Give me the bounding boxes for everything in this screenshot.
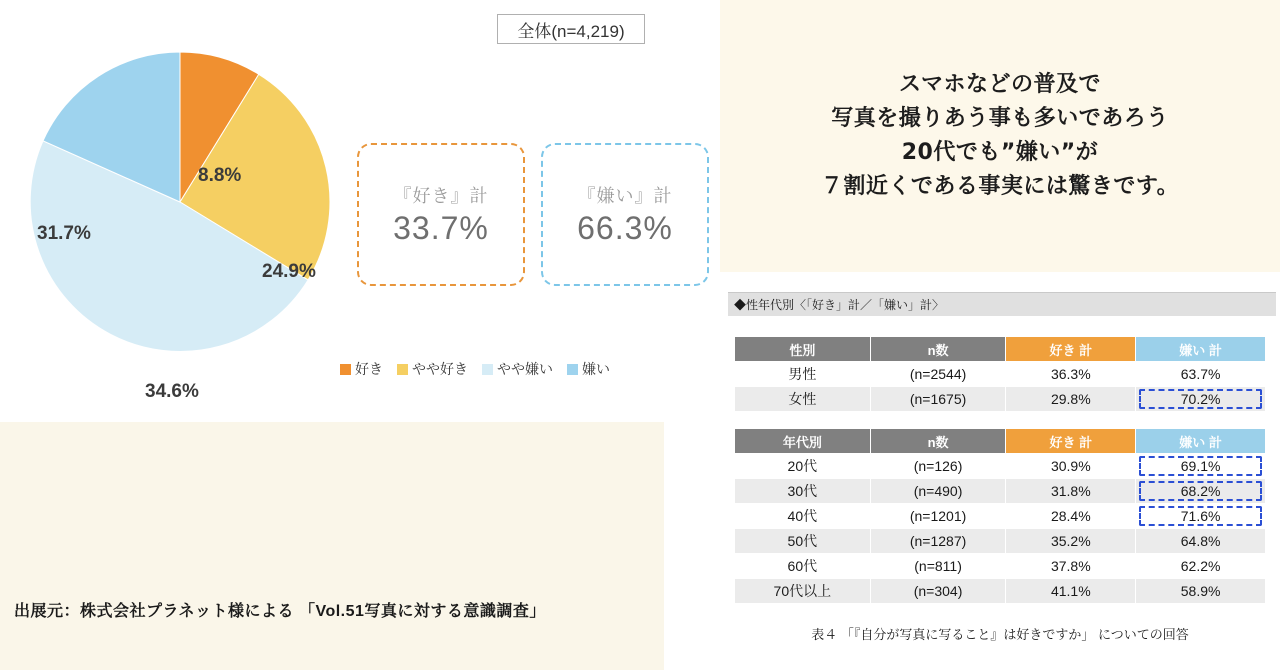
summary-box-like (357, 143, 525, 286)
pie-label-yayakirai: 34.6% (145, 381, 199, 402)
headline-line-2: 写真を撮りあう事も多いであろう (831, 105, 1169, 131)
legend-label-yayakirai: やや嫌い (497, 361, 553, 377)
cell-n: (n=304) (870, 579, 1006, 604)
cell-like: 31.8% (1006, 479, 1136, 504)
cell-dislike: 58.9% (1136, 579, 1266, 604)
pie-label-suki: 8.8% (198, 165, 242, 186)
cell-dislike-value: 70.2% (1180, 391, 1221, 407)
cell-like: 36.3% (1006, 362, 1136, 387)
legend-item-kirai (567, 359, 610, 379)
gender-header-dislike: 嫌い 計 (1136, 337, 1266, 362)
age-table (734, 428, 1266, 604)
cell-like: 29.8% (1006, 387, 1136, 412)
cell-n: (n=1201) (870, 504, 1006, 529)
age-header-category: 年代別 (735, 429, 871, 454)
table-row (735, 387, 1266, 412)
table-row (735, 579, 1266, 604)
legend-swatch-yayasuki (397, 364, 408, 375)
cell-dislike (1136, 479, 1266, 504)
table-footnote: 表４ 「『自分が写真に写ること』は好きですか」 についての回答 (811, 627, 1189, 642)
cell-category: 女性 (735, 387, 871, 412)
table-row (735, 479, 1266, 504)
cell-n: (n=1287) (870, 529, 1006, 554)
source-note: 出展元：株式会社プラネット様による 「Vol.51写真に対する意識調査」 (14, 603, 546, 620)
table-row (735, 454, 1266, 479)
cell-dislike (1136, 504, 1266, 529)
pie-label-yayasuki: 24.9% (262, 261, 316, 282)
total-label-box (497, 14, 645, 44)
cell-dislike: 64.8% (1136, 529, 1266, 554)
summary-like-value: 33.7% (393, 210, 489, 246)
headline-line-4: ７割近くである事実には驚きです。 (820, 174, 1180, 200)
cell-category: 20代 (735, 454, 871, 479)
legend-label-suki: 好き (355, 361, 383, 377)
table-row (735, 504, 1266, 529)
legend-item-yayasuki (397, 359, 468, 379)
headline-block (720, 0, 1280, 272)
age-header-n: n数 (870, 429, 1006, 454)
cell-like: 37.8% (1006, 554, 1136, 579)
beige-background-block (0, 422, 664, 670)
cell-like: 35.2% (1006, 529, 1136, 554)
legend-swatch-suki (340, 364, 351, 375)
legend-item-suki (340, 359, 383, 379)
cell-category: 40代 (735, 504, 871, 529)
summary-box-dislike (541, 143, 709, 286)
table-row (735, 554, 1266, 579)
cell-dislike-value: 69.1% (1180, 458, 1221, 474)
gender-table (734, 336, 1266, 412)
table-header-row (735, 429, 1266, 454)
legend-item-yayakirai (482, 359, 553, 379)
cell-n: (n=490) (870, 479, 1006, 504)
age-header-dislike: 嫌い 計 (1136, 429, 1266, 454)
pie-chart-svg (10, 52, 350, 357)
headline-line-3: 20代でも”嫌い”が (901, 140, 1099, 165)
pie-label-kirai: 31.7% (37, 223, 91, 244)
cell-dislike-value: 68.2% (1180, 483, 1221, 499)
cell-n: (n=2544) (870, 362, 1006, 387)
cell-category: 男性 (735, 362, 871, 387)
gender-header-like: 好き 計 (1006, 337, 1136, 362)
pie-chart (10, 52, 350, 402)
summary-dislike-value: 66.3% (577, 210, 673, 246)
summary-like-title: 『好き』計 (393, 186, 489, 206)
gender-header-n: n数 (870, 337, 1006, 362)
age-header-like: 好き 計 (1006, 429, 1136, 454)
pie-legend (340, 358, 670, 380)
table-header-row (735, 337, 1266, 362)
right-panel (720, 0, 1280, 670)
table-caption: ◆性年代別〈「好き」計／「嫌い」計〉 (728, 292, 1276, 316)
cell-category: 30代 (735, 479, 871, 504)
cell-n: (n=126) (870, 454, 1006, 479)
legend-label-kirai: 嫌い (582, 361, 610, 377)
summary-dislike-title: 『嫌い』計 (577, 186, 673, 206)
cell-dislike: 63.7% (1136, 362, 1266, 387)
cell-category: 60代 (735, 554, 871, 579)
cell-dislike (1136, 387, 1266, 412)
cell-like: 28.4% (1006, 504, 1136, 529)
legend-label-yayasuki: やや好き (412, 361, 468, 377)
cell-n: (n=811) (870, 554, 1006, 579)
total-label: 全体(n=4,219) (517, 21, 625, 41)
cell-dislike-value: 71.6% (1180, 508, 1221, 524)
cell-dislike: 62.2% (1136, 554, 1266, 579)
cell-like: 41.1% (1006, 579, 1136, 604)
legend-swatch-yayakirai (482, 364, 493, 375)
cell-dislike (1136, 454, 1266, 479)
cell-n: (n=1675) (870, 387, 1006, 412)
cell-category: 50代 (735, 529, 871, 554)
table-row (735, 362, 1266, 387)
legend-swatch-kirai (567, 364, 578, 375)
cell-category: 70代以上 (735, 579, 871, 604)
cell-like: 30.9% (1006, 454, 1136, 479)
headline-line-1: スマホなどの普及で (898, 71, 1102, 97)
gender-header-category: 性別 (735, 337, 871, 362)
table-row (735, 529, 1266, 554)
